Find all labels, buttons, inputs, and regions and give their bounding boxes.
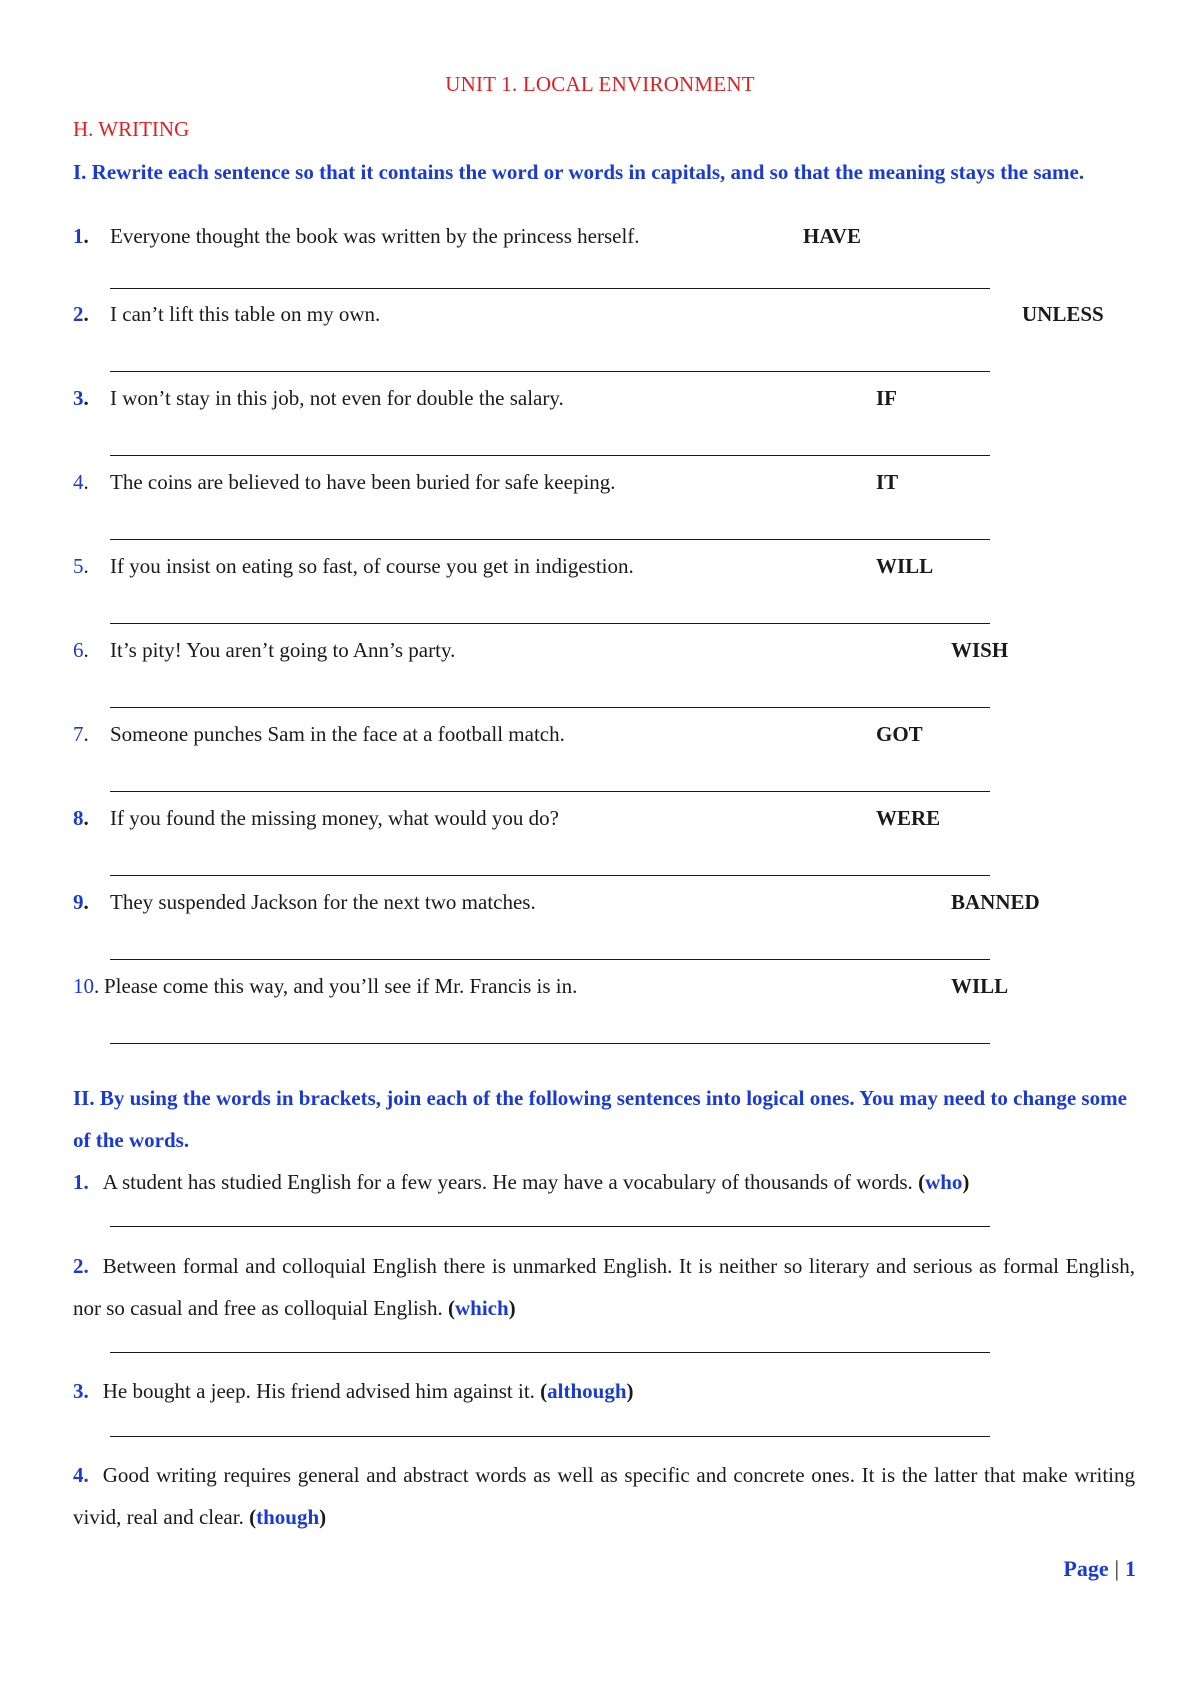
ex1-item-5 — [73, 554, 1133, 580]
section-heading: H. WRITING — [73, 117, 190, 141]
item-keyword: WISH — [951, 638, 1009, 662]
page-number: 1 — [1125, 1556, 1136, 1581]
answer-line[interactable] — [110, 791, 990, 792]
item-sentence: If you insist on eating so fast, of course you get in indigestion. — [110, 554, 634, 578]
item-sentence: Good writing requires general and abstract words as well as specific and concrete ones. It is the latter that make writing vivid, real and clear. — [73, 1463, 1135, 1529]
item-keyword: WILL — [951, 974, 1009, 998]
item-keyword: IT — [876, 470, 899, 494]
answer-line[interactable] — [110, 371, 990, 372]
item-sentence: They suspended Jackson for the next two matches. — [110, 890, 536, 914]
bracket-word: (which) — [447, 1296, 516, 1320]
item-sentence: I can’t lift this table on my own. — [110, 302, 381, 326]
item-number: 3. — [73, 1379, 89, 1403]
answer-line[interactable] — [110, 1436, 990, 1437]
item-keyword: HAVE — [803, 224, 861, 248]
item-sentence: I won’t stay in this job, not even for double the salary. — [110, 386, 564, 410]
item-keyword: WILL — [876, 554, 934, 578]
item-number: 10. — [73, 974, 100, 998]
item-sentence: He bought a jeep. His friend advised him against it. — [102, 1379, 535, 1403]
item-sentence: Everyone thought the book was written by the princess herself. — [110, 224, 640, 248]
item-sentence: The coins are believed to have been buried for safe keeping. — [110, 470, 616, 494]
item-number: 2. — [73, 302, 89, 326]
bracket-word: (though) — [249, 1505, 327, 1529]
answer-line[interactable] — [110, 1352, 990, 1353]
ex1-item-8 — [73, 806, 1133, 832]
item-keyword: IF — [876, 386, 897, 410]
ex1-item-9 — [73, 890, 1133, 916]
item-number: 4. — [73, 1463, 89, 1487]
answer-line[interactable] — [110, 1226, 990, 1227]
answer-line[interactable] — [110, 959, 990, 960]
answer-line[interactable] — [110, 539, 990, 540]
exercise-2-instruction: II. By using the words in brackets, join each of the following sentences into logical ones. You may need to change some of the words. — [73, 1086, 1127, 1152]
item-number: 6. — [73, 638, 89, 662]
item-number: 7. — [73, 722, 89, 746]
ex1-item-7 — [73, 722, 1133, 748]
ex1-item-10 — [73, 974, 1133, 1000]
ex1-item-4 — [73, 470, 1133, 496]
item-sentence: It’s pity! You aren’t going to Ann’s party. — [110, 638, 456, 662]
ex2-item-2 — [73, 1245, 1135, 1329]
answer-line[interactable] — [110, 1043, 990, 1044]
item-number: 2. — [73, 1254, 89, 1278]
item-number: 5. — [73, 554, 89, 578]
item-number: 1. — [73, 1170, 89, 1194]
item-keyword: UNLESS — [1022, 302, 1104, 326]
ex2-item-3 — [73, 1370, 1135, 1412]
item-sentence: Please come this way, and you’ll see if Mr. Francis is in. — [104, 974, 578, 998]
item-sentence: A student has studied English for a few years. He may have a vocabulary of thousands of words. — [102, 1170, 913, 1194]
answer-line[interactable] — [110, 875, 990, 876]
item-sentence: Between formal and colloquial English there is unmarked English. It is neither so literary and serious as formal English, nor so casual and free as colloquial English. — [73, 1254, 1135, 1320]
item-keyword: BANNED — [951, 890, 1040, 914]
answer-line[interactable] — [110, 288, 990, 289]
bracket-word: (although) — [540, 1379, 634, 1403]
ex1-item-3 — [73, 386, 1133, 412]
answer-line[interactable] — [110, 455, 990, 456]
page-label: Page — [1063, 1556, 1109, 1581]
page-title: UNIT 1. LOCAL ENVIRONMENT — [445, 72, 755, 96]
item-keyword: WERE — [876, 806, 941, 830]
bracket-word: (who) — [918, 1170, 970, 1194]
item-sentence: If you found the missing money, what would you do? — [110, 806, 559, 830]
page-footer — [1063, 1556, 1136, 1582]
ex1-item-1 — [73, 224, 1133, 250]
item-number: 8. — [73, 806, 89, 830]
exercise-1-instruction: I. Rewrite each sentence so that it contains the word or words in capitals, and so that the meaning stays the same. — [73, 160, 1085, 184]
page-separator: | — [1114, 1556, 1119, 1581]
item-number: 9. — [73, 890, 89, 914]
item-sentence: Someone punches Sam in the face at a football match. — [110, 722, 565, 746]
ex2-item-4 — [73, 1454, 1135, 1538]
item-keyword: GOT — [876, 722, 923, 746]
answer-line[interactable] — [110, 707, 990, 708]
answer-line[interactable] — [110, 623, 990, 624]
ex2-item-1 — [73, 1161, 1135, 1203]
item-number: 1. — [73, 224, 89, 248]
ex1-item-6 — [73, 638, 1133, 664]
item-number: 3. — [73, 386, 89, 410]
item-number: 4. — [73, 470, 89, 494]
ex1-item-2 — [73, 302, 1133, 328]
